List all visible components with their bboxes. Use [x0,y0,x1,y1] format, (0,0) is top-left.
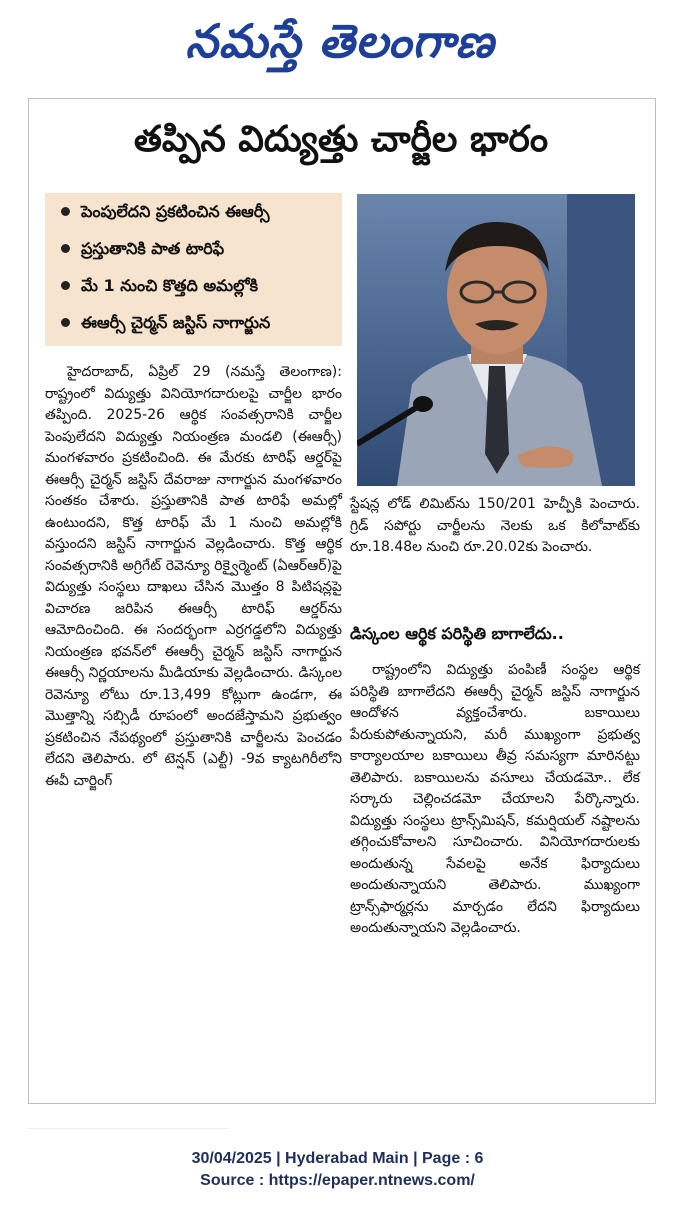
highlight-item [45,267,342,304]
article-photo [357,194,635,486]
highlight-text: ప్రస్తుతానికి పాత టారిఫే [81,239,225,258]
article-text: రాష్ట్రంలోని విద్యుత్తు పంపిణీ సంస్థల ఆర్థిక పరిస్థితి బాగాలేదని ఈఆర్సీ చైర్మన్ జస్టిస్ నాగార్జున ఆందోళన వ్యక్తంచేశారు. బకాయిలు పేరుకుపోతున్నాయని, మరీ ముఖ్యంగా ప్రభుత్వ కార్యాలయాల బకాయిలు తీవ్ర సమస్యగా మారినట్టు తెలిపారు. బకాయిలను వసూలు చేయడమో.. లేక సర్కారు చెల్లించడమో చేయాలని పేర్కొన్నారు. విద్యుత్తు సంస్థలు ట్రాన్స్‌మిషన్, కమర్షియల్ నష్టాలను తగ్గించుకోవాలని సూచించారు. వినియోగదారులకు అందుతున్న సేవలపై అనేక ఫిర్యాదులు అందుతున్నాయని తెలిపారు. ముఖ్యంగా ట్రాన్స్‌ఫార్మర్లను మార్చడం లేదని ఫిర్యాదులు అందుతున్నాయని వెల్లడించారు. [350,662,640,936]
article-body-right-column [350,660,640,940]
article-text: హైదరాబాద్, ఏప్రిల్ 29 (నమస్తే తెలంగాణ): రాష్ట్రంలో విద్యుత్తు వినియోగదారులపై చార్జీల భారం తప్పింది. 2025-26 ఆర్థిక సంవత్సరానికి చార్జీల పెంపులేదని విద్యుత్తు నియంత్రణ మండలి (ఈఆర్సీ) మంగళవారం ప్రకటించింది. ఈ మేరకు టారిఫ్ ఆర్డర్‌పై ఈఆర్సీ చైర్మన్ జస్టిస్ దేవరాజు నాగార్జున మంగళవారం సంతకం చేశారు. ప్రస్తుతానికి పాత టారిఫే అమల్లో ఉంటుందని, కొత్త టారిఫ్ మే 1 నుంచి అమల్లోకి వస్తుందని జస్టిస్ నాగార్జున వెల్లడించారు. కొత్త ఆర్థిక సంవత్సరానికి అగ్రిగేట్ రెవెన్యూ రిక్వైర్మెంట్ (ఏఆర్ఆర్)పై విద్యుత్తు సంస్థలు దాఖలు చేసిన మొత్తం 8 పిటిషన్లపై విచారణ జరిపిన ఈఆర్సీ టారిఫ్ ఆర్డర్‌ను ఆమోదించింది. ఈ సందర్భంగా ఎర్రగడ్డలోని విద్యుత్తు నియంత్రణ భవన్‌లో ఈఆర్సీ చైర్మన్ జస్టిస్ నాగార్జున ఈఆర్సీ నిర్ణయాలను మీడియాకు వెల్లడించారు. డిస్కంల రెవెన్యూ లోటు రూ.13,499 కోట్లుగా ఉండగా, ఈ మొత్తాన్ని సబ్సిడీ రూపంలో అందజేస్తామని ప్రభుత్వం ప్రకటించిన నేపథ్యంలో ప్రస్తుతానికి చార్జీలను పెంచడం లేదని తెలిపారు. లో టెన్షన్ (ఎల్టీ) -9వ క్యాటగిరీలోని ఈవీ చార్జింగ్ [45,364,342,789]
highlight-text: పెంపులేదని ప్రకటించిన ఈఆర్సీ [81,202,270,221]
highlight-item [45,193,342,230]
article-body-right-top [350,494,640,559]
divider [28,1128,228,1129]
bullet-icon [61,318,70,327]
highlights-box [45,193,342,346]
article-paragraph [45,362,342,792]
article-headline: తప్పిన విద్యుత్తు చార్జీల భారం [133,119,549,160]
bullet-icon [61,244,70,253]
article-subheading: డిస్కంల ఆర్థిక పరిస్థితి బాగాలేదు.. [350,624,564,643]
portrait-photo-illustration [357,194,635,486]
footer-edition-info: 30/04/2025 | Hyderabad Main | Page : 6 [191,1150,484,1167]
highlight-item [45,230,342,267]
bullet-icon [61,281,70,290]
highlight-text: ఈఆర్సీ చైర్మన్ జస్టిస్ నాగార్జున [81,313,271,332]
footer-source-link[interactable]: Source : https://epaper.ntnews.com/ [200,1172,475,1189]
article-paragraph [350,660,640,940]
masthead [0,0,675,90]
highlight-item [45,304,342,341]
bullet-icon [61,207,70,216]
newspaper-logo: నమస్తే తెలంగాణ [185,14,495,68]
article-body-left-column [45,362,342,792]
article-paragraph: స్టేషన్ల లోడ్ లిమిట్‌ను 150/201 హెచ్పీకి పెంచారు. గ్రిడ్ సపోర్టు చార్జీలను నెలకు ఒక కిలోవాట్‌కు రూ.18.48ల నుంచి రూ.20.02కు పెంచారు. [350,496,640,555]
highlight-text: మే 1 నుంచి కొత్తది అమల్లోకి [81,276,258,295]
